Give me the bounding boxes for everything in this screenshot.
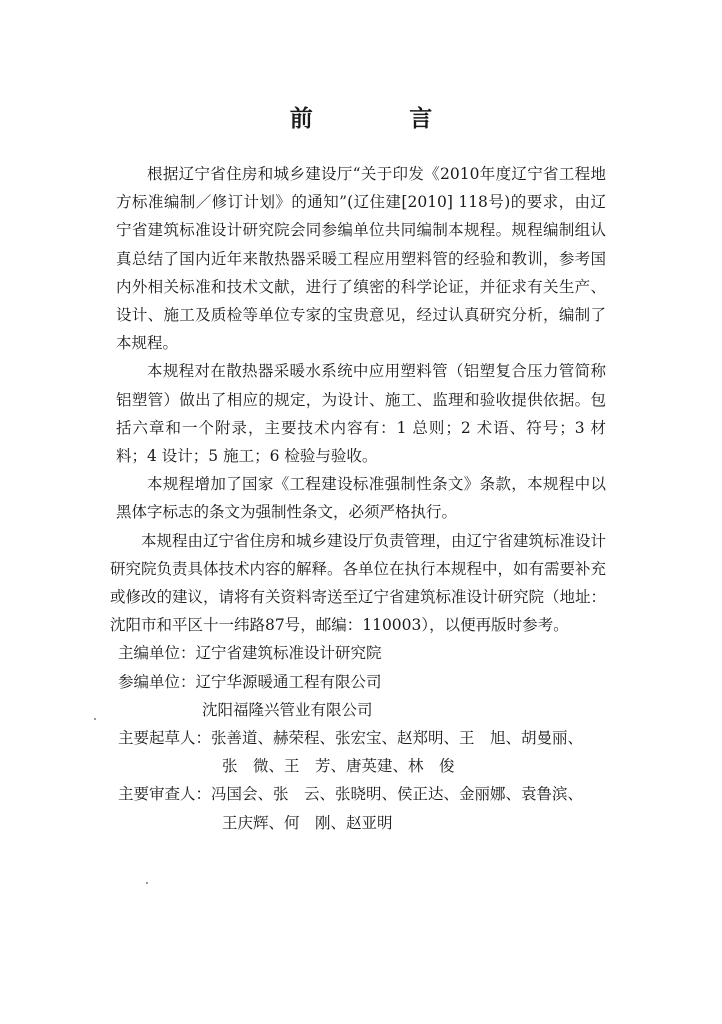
drafters-2: 张 微、王 芳、唐英建、林 俊 xyxy=(222,757,455,776)
foreword-body xyxy=(110,160,607,837)
participating-unit-1: 辽宁华源暖通工程有限公司 xyxy=(195,672,382,691)
paragraph-background: 根据辽宁省住房和城乡建设厅“关于印发《2010年度辽宁省工程地方标准编制／修订计划》的通知”(辽住建[2010] 118号)的要求，由辽宁省建筑标准设计研究院会同参编单位共同编制本规程。规程编制组认真总结了国内近年来散热器采暖工程应用塑料管的经验和教训，参考国内外相关标准和技术文献，进行了缜密的科学论证，并征求有关生产、设计、施工及质检等单位专家的宝贵意见，经过认真研究分析，编制了本规程。 xyxy=(116,165,606,353)
reviewers-row xyxy=(116,780,606,808)
scan-speck xyxy=(94,718,96,720)
reviewers-2: 王庆辉、何 刚、赵亚明 xyxy=(222,813,393,832)
paragraph-management: 本规程由辽宁省住房和城乡建设厅负责管理，由辽宁省建筑标准设计研究院负责具体技术内容的解释。各单位在执行本规程中，如有需要补充或修改的建议，请将有关资料寄送至辽宁省建筑标准设计研究院（地址：沈阳市和平区十一纬路87号，邮编：110003），以便再版时参考。 xyxy=(110,531,607,635)
drafters-1: 张善道、赫荣程、张宏宝、赵郑明、王 旭、胡曼丽、 xyxy=(211,729,584,748)
chief-unit-label: 主编单位： xyxy=(118,644,196,663)
chief-unit: 辽宁省建筑标准设计研究院 xyxy=(195,644,382,663)
participating-row xyxy=(116,668,606,696)
paragraph-scope: 本规程对在散热器采暖水系统中应用塑料管（铝塑复合压力管简称铝塑管）做出了相应的规定，为设计、施工、监理和验收提供依据。包括六章和一个附录，主要技术内容有：1 总则；2 术语、符号；3 材料；4 设计；5 施工；6 检验与验收。 xyxy=(116,362,606,466)
credits xyxy=(116,639,606,836)
reviewers-1: 冯国会、张 云、张晓明、侯正达、金丽娜、袁鲁滨、 xyxy=(211,785,584,804)
participating-row-2 xyxy=(116,696,606,724)
page-title: 前 言 xyxy=(289,105,470,132)
scan-speck xyxy=(146,882,148,884)
participating-unit-2: 沈阳福隆兴管业有限公司 xyxy=(202,700,373,719)
drafters-row-2 xyxy=(116,752,606,780)
paragraph-mandatory: 本规程增加了国家《工程建设标准强制性条文》条款，本规程中以黑体字标志的条文为强制性条文，必须严格执行。 xyxy=(116,475,606,522)
reviewers-label: 主要审查人： xyxy=(118,785,212,804)
chief-unit-row xyxy=(116,639,606,667)
drafters-row xyxy=(116,724,606,752)
drafters-label: 主要起草人： xyxy=(118,729,212,748)
participating-label: 参编单位： xyxy=(118,672,196,691)
reviewers-row-2 xyxy=(116,809,606,837)
